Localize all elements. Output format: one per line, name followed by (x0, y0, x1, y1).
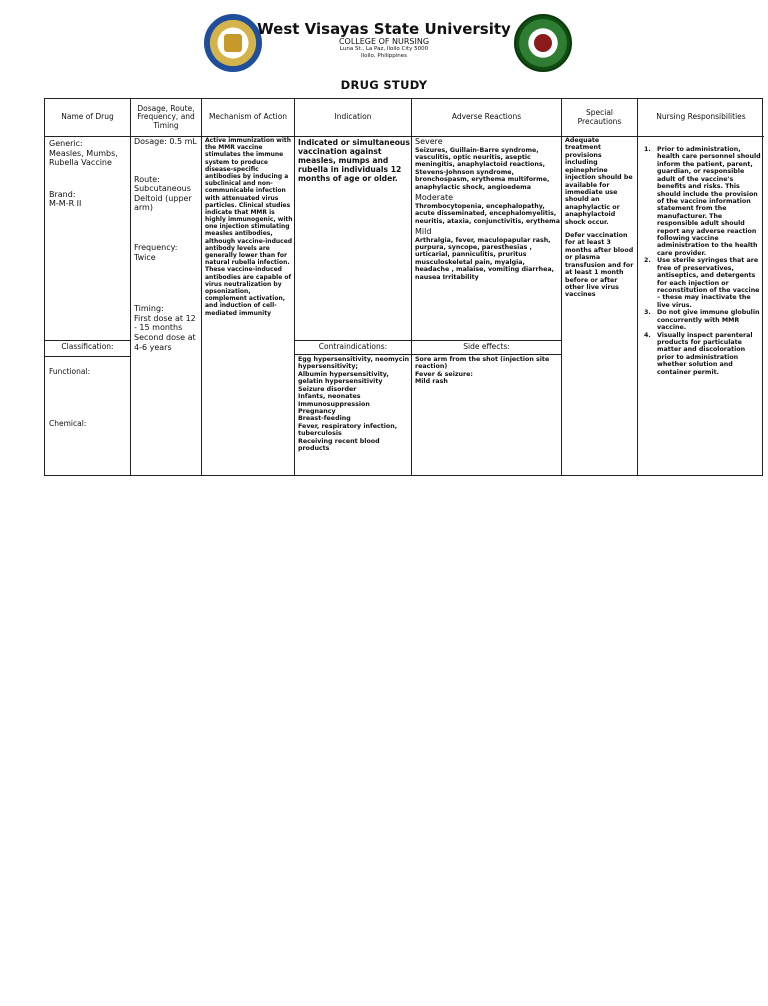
list-item: Fever, respiratory infection, tuberculosis (298, 422, 398, 438)
moderate-label: Moderate (415, 193, 454, 203)
header-mechanism: Mechanism of Action (208, 112, 288, 122)
dosage-value: Dosage: 0.5 mL (134, 137, 197, 146)
list-item: 4. Visually inspect parenteral products for particulate matter and discoloration prior to administration whether solution and container permit. (653, 332, 762, 377)
generic-label: Generic: (49, 139, 83, 148)
list-item: Seizure disorder (298, 385, 357, 393)
timing-value-2: Second dose at 4-6 years (134, 332, 196, 352)
indication-text: Indicated or simultaneous vaccination against measles, mumps and rubella in individuals 12 months of age or older. (298, 138, 410, 184)
list-item: Pregnancy (298, 407, 336, 415)
drug-study-table (44, 98, 763, 476)
contraindications-label: Contraindications: (318, 342, 388, 352)
header-dosage: Dosage, Route, Frequency, and Timing (137, 103, 195, 130)
list-item: Fever & seizure: (415, 370, 473, 378)
brand-label: Brand: (49, 189, 76, 199)
route-value: Subcutaneous Deltoid (upper arm) (134, 184, 192, 213)
college-name: COLLEGE OF NURSING (338, 37, 430, 46)
page-title: DRUG STUDY (340, 78, 428, 92)
address-line-2: Iloilo, Philippines (360, 53, 408, 59)
severe-label: Severe (415, 137, 443, 146)
nursing-responsibilities-cell (639, 146, 762, 376)
contraindications-list (298, 356, 410, 452)
timing-value-1: First dose at 12 - 15 months (134, 313, 196, 333)
frequency-value: Twice (134, 252, 156, 262)
name-of-drug-cell (49, 139, 129, 209)
severe-text: Seizures, Guillain-Barre syndrome, vasculitis, optic neuritis, aseptic meningitis, anaphylactoid reactions, Stevens-Johnson syndrome, bronchospasm, erythema multiforme, anaphylactic shock, angioedema (415, 146, 550, 191)
moderate-text: Thrombocytopenia, encephalopathy, acute disseminated, encephalomyelitis, neuritis, ataxia, conjunctivitis, erythema (415, 202, 560, 225)
document-header (0, 0, 768, 100)
frequency-label: Frequency: (134, 242, 178, 252)
chemical-label: Chemical: (49, 419, 87, 428)
mechanism-text: Active immunization with the MMR vaccine stimulates the immune system to produce disease-specific antibodies by inducing a subclinical and non-communicable infection with attenuated virus particles. Clinical studies indicate that MMR is highly immunogenic, with one injection stimulating measles antibodies, although vaccine-induced antibody levels are generally lower than for natural rubella infection. These vaccine-induced antibodies are capable of virus neutralization by opsonization, complement activation, and induction of cell-mediated immunity (205, 137, 293, 317)
header-special-precautions: Special Precautions (577, 107, 622, 126)
special-precaution-1: Adequate treatment provisions including epinephrine injection should be available for immediate use should an anaphylactic or anaphylactoid shock occur. (565, 137, 633, 226)
header-name-of-drug: Name of Drug (61, 112, 114, 122)
generic-value: Measles, Mumbs, Rubella Vaccine (49, 148, 118, 168)
special-precaution-2: Defer vaccination for at least 3 months after blood or plasma transfusion and for at least 1 month before or after other live virus vaccines (565, 232, 634, 299)
nursing-responsibilities-list (639, 146, 762, 376)
list-item: Mild rash (415, 378, 448, 386)
mild-label: Mild (415, 226, 432, 236)
list-item: 3. Do not give immune globulin concurrently with MMR vaccine. (653, 309, 762, 331)
brand-value: M-M-R II (49, 199, 82, 209)
header-nursing-responsibilities: Nursing Responsibilities (656, 112, 746, 122)
list-item: Immunosuppression (298, 400, 370, 408)
list-item: 2. Use sterile syringes that are free of preservatives, antiseptics, and detergents for each injection or reconstitution of the vaccine – these may inactivate the live virus. (653, 257, 762, 309)
special-precautions-cell (565, 137, 635, 299)
list-item: Infants, neonates (298, 393, 361, 401)
side-effects-list (415, 356, 560, 386)
timing-label: Timing: (134, 304, 164, 314)
header-adverse-reactions: Adverse Reactions (451, 112, 522, 122)
route-label: Route: (134, 174, 160, 184)
classification-label: Classification: (61, 342, 114, 351)
list-item: Breast-feeding (298, 415, 351, 423)
list-item: Receiving recent blood products (298, 437, 380, 453)
list-item: Albumin hypersensitivity, gelatin hypersensitivity (298, 370, 389, 386)
mild-text: Arthralgia, fever, maculopapular rash, purpura, syncope, paresthesias , urticarial, panniculitis, pruritus musculoskeletal pain, myalgia, headache , malaise, vomiting diarrhea, nausea Irritability (415, 236, 555, 281)
university-name: West Visayas State University (257, 20, 511, 38)
adverse-reactions-cell (415, 137, 560, 281)
list-item: Egg hypersensitivity, neomycin hypersensitivity; (298, 356, 410, 371)
side-effects-label: Side effects: (463, 342, 510, 352)
list-item: Sore arm from the shot (injection site reaction) (415, 356, 550, 371)
dosage-cell (134, 137, 200, 352)
list-item: 1. Prior to administration, health care personnel should inform the patient, parent, guardian, or responsible adult of the vaccine's benefits and risks. This should include the provision of the vaccine information statement from the manufacturer. The responsible adult should report any adverse reaction following vaccine administration to the health care provider. (653, 146, 762, 257)
header-indication: Indication (334, 112, 372, 122)
address-line-1: Luna St., La Paz, Iloilo City 5000 (339, 46, 429, 52)
functional-label: Functional: (49, 367, 91, 376)
